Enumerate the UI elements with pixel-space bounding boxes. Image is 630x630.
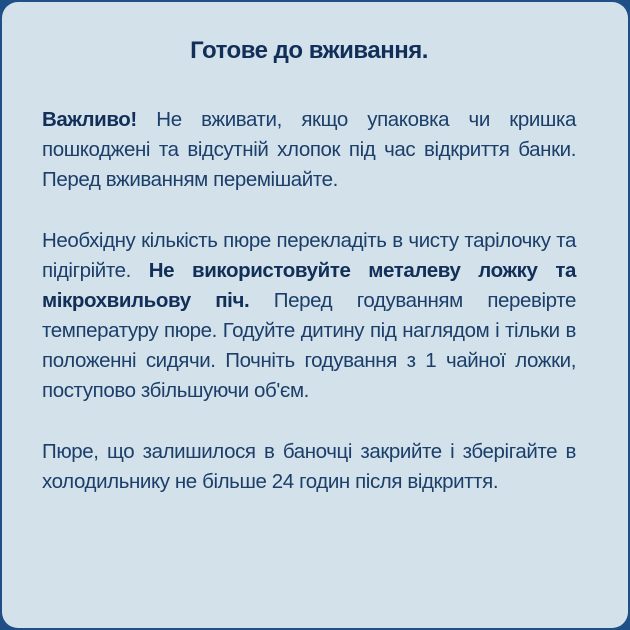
- serving-text-end: Перед годуванням перевірте температуру пюре. Годуйте дитину під наглядом і тільки в положенні сидячи. Почніть годування з 1 чайної ложки, поступово збільшуючи об'єм.: [42, 289, 576, 402]
- warning-label: Важливо!: [42, 108, 137, 131]
- warning-paragraph: [42, 105, 576, 195]
- serving-caution: Не використовуйте металеву ложку та мікрохвильову піч.: [42, 259, 576, 312]
- storage-paragraph: [42, 437, 576, 497]
- warning-text: Не вживати, якщо упаковка чи кришка пошкоджені та відсутній хлопок під час відкриття банки. Перед вживанням перемішайте.: [42, 108, 576, 191]
- storage-text: Пюре, що залишилося в баночці закрийте і зберігайте в холодильнику не більше 24 годин після відкриття.: [42, 440, 576, 493]
- instruction-card: [2, 2, 628, 628]
- card-title: Готове до вживання.: [190, 37, 428, 64]
- serving-text-start: Необхідну кількість пюре перекладіть в чисту тарілочку та підігрійте.: [42, 229, 576, 282]
- serving-paragraph: [42, 226, 576, 406]
